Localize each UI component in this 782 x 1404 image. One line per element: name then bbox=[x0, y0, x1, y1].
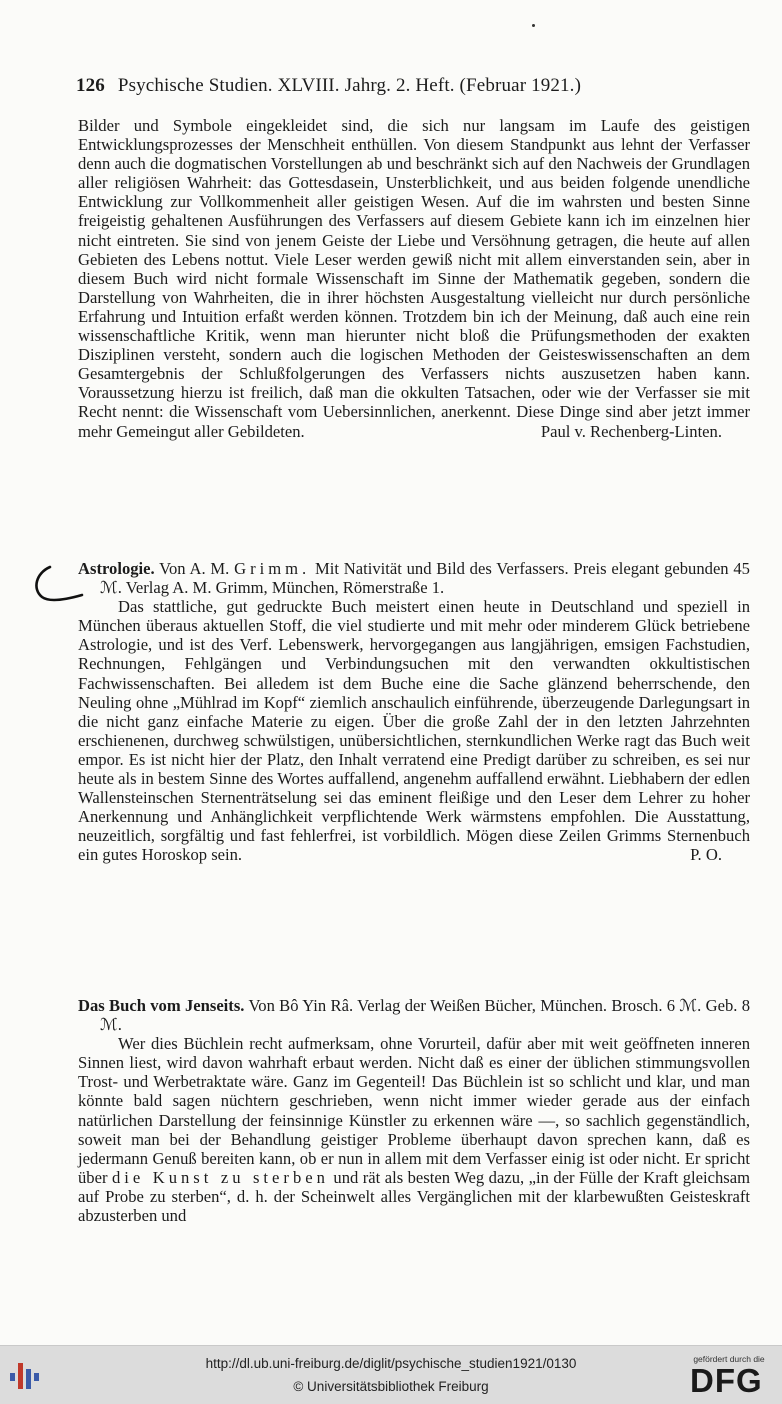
sponsor-logo bbox=[686, 1354, 772, 1400]
source-url-link[interactable]: http://dl.ub.uni-freiburg.de/diglit/psychische_studien1921/0130 bbox=[205, 1356, 577, 1371]
review-jenseits bbox=[78, 996, 750, 1225]
dfg-logo-icon: DFG bbox=[690, 1362, 763, 1399]
bibliographic-info: Mit Nativität und Bild des Verfassers. Preis elegant gebunden 45 ℳ. Verlag A. M. Grimm, München, Römerstraße 1. bbox=[100, 559, 750, 598]
handwritten-margin-mark-icon bbox=[28, 563, 84, 603]
review-continuation bbox=[78, 116, 750, 441]
bibliographic-info: Von Bô Yin Râ. Verlag der Weißen Bücher, München. Brosch. 6 ℳ. Geb. 8 ℳ. bbox=[100, 996, 750, 1035]
ink-speck bbox=[532, 24, 535, 27]
book-title: Astrologie. bbox=[78, 559, 155, 578]
running-head-title: Psychische Studien. XLVIII. Jahrg. 2. Heft. (Februar 1921.) bbox=[117, 75, 582, 96]
review-astrologie bbox=[78, 559, 750, 865]
review-signature: P. O. bbox=[690, 845, 722, 865]
review-continuation-text: Bilder und Symbole eingekleidet sind, die sich nur langsam im Laufe des geistigen Entwicklungsprozesses der Menschheit enthüllen. Von diesem Standpunkt aus lehnt der Verfasser denn auch die dogmatischen Vorstellungen ab und beschränkt sich auf den Nachweis der Grundlagen aller religiösen Wahrheit: das Gottesdasein, Unsterblichkeit, und aus beiden folgende unendliche Entwicklung zur Vollkommenheit aller geistigen Wesen. Auf die im wahrsten und besten Sinne freigeistig gehaltenen Ausführungen des Verfassers auf diesem Gebiete kann ich im einzelnen hier nicht eintreten. Sie sind von jenem Geiste der Liebe und Versöhnung getragen, die heute auf allen Gebieten des Lebens nottut. Viele Leser werden gewiß nicht mit allem einverstanden sein, aber in diesem Buch wird nicht formale Wissenschaft im Sinne der Mathematik gegeben, sondern die Darstellung von Wahrheiten, die in ihrer höchsten Ausgestaltung vielleicht nur durch persönliche Erfahrung und Intuition erfaßt werden können. Trotzdem bin ich der Meinung, daß auch eine rein wissenschaftliche Kritik, wenn man hierunter nicht bloß die Prüfungsmethoden der exakten Disziplinen versteht, sondern auch die logischen Methoden der Geisteswissenschaften an dem Gesamtergebnis der Schlußfolgerungen des Verfassers nichts auszusetzen haben kann. Voraussetzung hierzu ist freilich, daß man die okkulten Tatsachen, oder wie der Verfasser sie mit Recht nennt: die Wissenschaft vom Uebersinnlichen, anerkennt. Diese Dinge sind aber jetzt immer mehr Gemeingut aller Gebildeten. Paul v. Rechenberg-Linten. bbox=[78, 116, 750, 441]
book-title: Das Buch vom Jenseits. bbox=[78, 996, 245, 1015]
review-signature: Paul v. Rechenberg-Linten. bbox=[540, 421, 722, 441]
copyright-notice: © Universitätsbibliothek Freiburg bbox=[293, 1379, 489, 1394]
viewer-footer bbox=[0, 1345, 782, 1404]
author-name: Grimm. bbox=[234, 559, 311, 578]
running-header bbox=[76, 74, 716, 98]
review-astrologie-text: Das stattliche, gut gedruckte Buch meistert einen heute in Deutschland und speziell in München überaus aktuellen Stoff, die viel studierte und mit mehr oder minderem Glück betriebene Astrologie, und ist des Verf. Lebenswerk, hervorgegangen aus langjährigen, emsigen Fachstudien, Rechnungen, Fehlgängen und Verbindungsuchen mit den verwandten okkultistischen Fachwissenschaften. Bei alledem ist dem Buche eine die Sache glänzend beherrschende, den Neuling ohne „Mühlrad im Kopf“ ziemlich anschaulich einführende, überzeugende Darlegungsart in die nicht ganz einfache Materie zu eigen. Über die große Zahl der in den letzten Jahrzehnten erschienenen, durchweg schwülstigen, unübersichtlichen, sternkundlichen Werke ragt das Buch weit empor. Es ist nicht hier der Platz, den Inhalt verratend eine Predigt darüber zu schreiben, es sei nur heute als in bestem Sinne des Wortes auffallend, angenehm auffallend erwähnt. Liebhabern der edlen Wallensteinschen Sternenträtselung sei das eminent fleißige und den Leser dem Lehrer zu hoher Anerkennung und Anhänglichkeit verpflichtende Werk wärmstens empfohlen. Die Ausstattung, neuzeitlich, sorgfältig und fast fehlerfrei, ist vorbildlich. Mögen diese Zeilen Grimms Sternenbuch ein gutes Horoskop sein. P. O. bbox=[78, 597, 750, 865]
page-number: 126 bbox=[76, 75, 105, 96]
review-astrologie-heading: Astrologie. Von A. M. Grimm. Mit Nativität und Bild des Verfassers. Preis elegant gebunden 45 ℳ. Verlag A. M. Grimm, München, Römerstraße 1. bbox=[78, 559, 750, 598]
review-jenseits-heading bbox=[78, 996, 750, 1034]
review-jenseits-text: Wer dies Büchlein recht aufmerksam, ohne Vorurteil, dafür aber mit weit geöffneten inneren Sinnen liest, wird davon wahrhaft erbaut werden. Nicht daß es einer der üblichen stimmungsvollen Trost- und Werbetraktate wäre. Ganz im Gegenteil! Das Büchlein ist so schlicht und klar, und man könnte bald sagen nüchtern geschrieben, wenn nicht immer wieder gerade aus der einfach natürlichen Darstellung der feinsinnige Künstler zu erkennen wäre —, so sachlich gegenständlich, soweit man bei der Behandlung geistiger Probleme überhaupt davon sprechen kann, daß es jedermann Genuß bereiten kann, ob er nun in allem mit dem Verfasser einig ist oder nicht. Er spricht über die Kunst zu sterben und rät als besten Weg dazu, „in der Fülle der Kraft gleichsam auf Probe zu sterben“, d. h. der Scheinwelt alles Vergänglichen mit der klarbewußten Geisteskraft abzusterben und bbox=[78, 1034, 751, 1226]
sponsor-caption: gefördert durch die bbox=[693, 1354, 765, 1364]
